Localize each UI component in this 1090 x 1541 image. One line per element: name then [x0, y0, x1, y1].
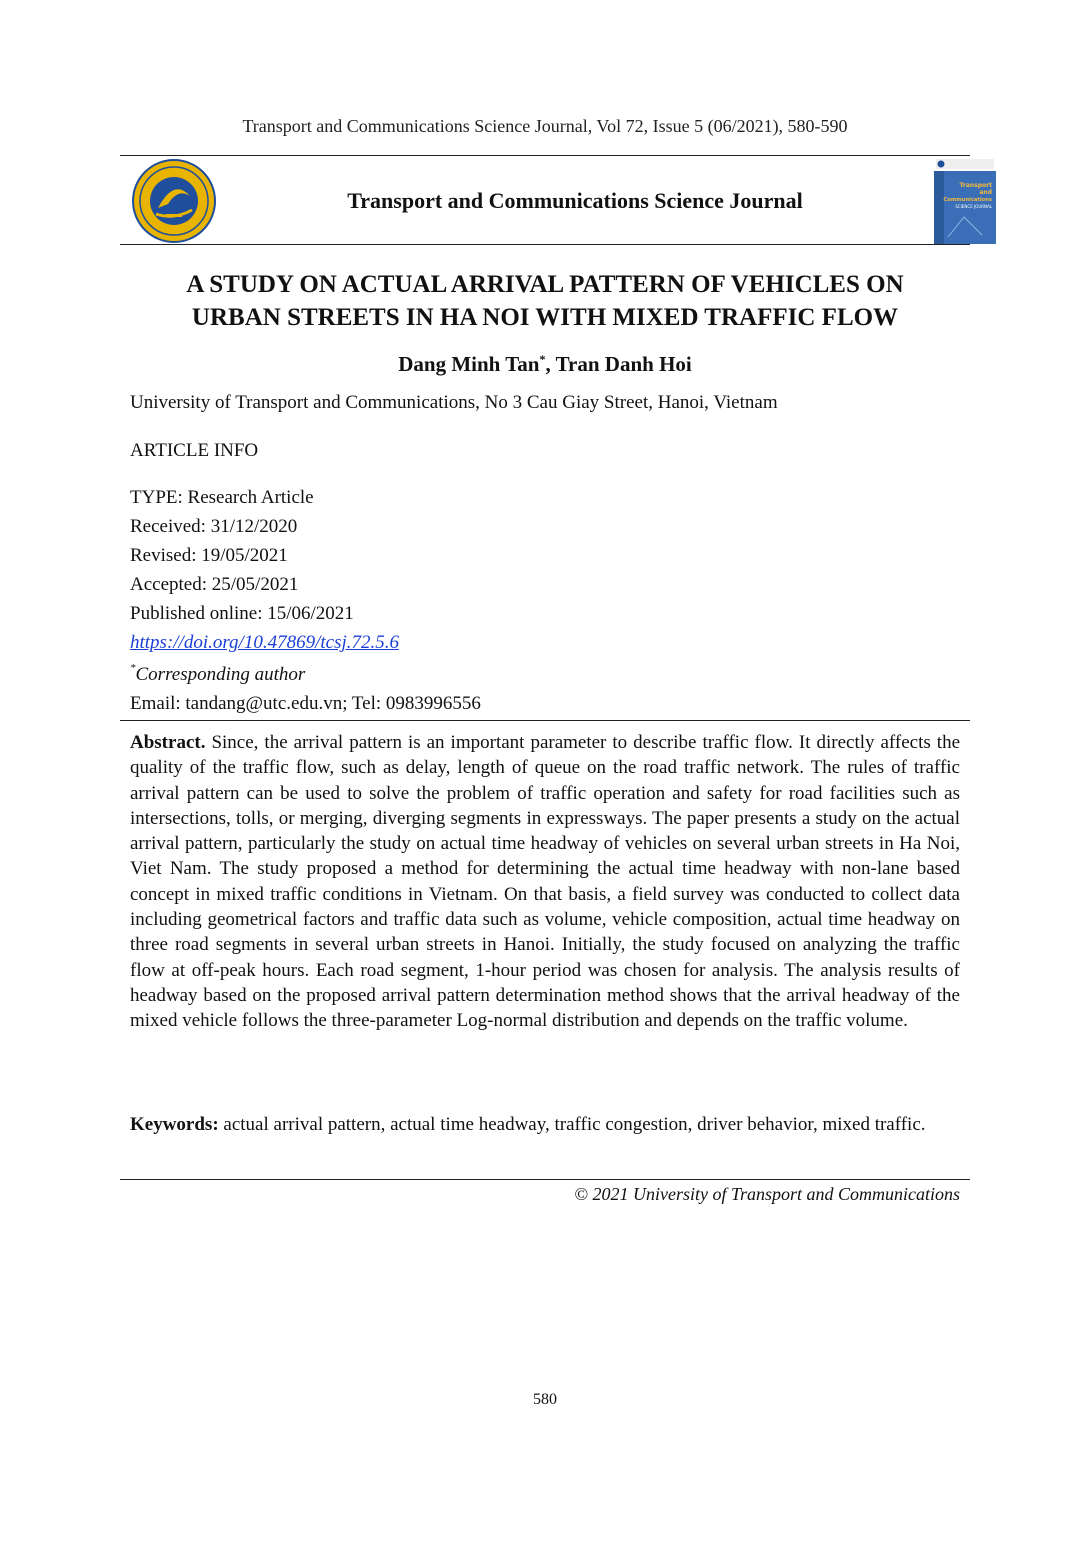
journal-title: Transport and Communications Science Journal: [347, 188, 803, 213]
corresponding-mark: *: [539, 352, 546, 366]
revised-date: Revised: 19/05/2021: [130, 545, 288, 566]
svg-text:and: and: [979, 189, 992, 196]
abstract-top-rule: [120, 720, 970, 721]
keywords-label: Keywords:: [130, 1114, 219, 1135]
article-info-heading: ARTICLE INFO: [130, 440, 259, 461]
svg-text:SCIENCE JOURNAL: SCIENCE JOURNAL: [955, 204, 992, 209]
accepted-date: Accepted: 25/05/2021: [130, 574, 299, 595]
abstract-text: Since, the arrival pattern is an important parameter to describe traffic flow. It directly affects the quality of the traffic flow, such as delay, length of queue on the road traffic network. The rules of traffic arrival pattern can be used to solve the problem of traffic operation and safety for road facilities such as intersections, tolls, or merging, diverging segments in expressways. The paper presents a study on the actual arrival pattern, particularly the study on actual time headway of vehicles on several urban streets in Ha Noi, Viet Nam. The study proposed a method for determining the actual time headway with non-lane based concept in mixed traffic conditions in Vietnam. On that basis, a field survey was conducted to collect data including geometrical factors and traffic data such as volume, vehicle composition, actual time headway on three road segments in several urban streets in Hanoi. Initially, the study focused on analyzing the traffic flow at off-peak hours. Each road segment, 1-hour period was chosen for analysis. The analysis results of headway based on the proposed arrival pattern determination method shows that the arrival headway of the mixed vehicle follows the three-parameter Log-normal distribution and depends on the traffic volume.: [130, 732, 960, 1032]
author-separator: ,: [545, 352, 556, 376]
copyright: © 2021 University of Transport and Communications: [574, 1184, 960, 1204]
svg-text:Transport: Transport: [959, 182, 992, 189]
contact-info: Email: tandang@utc.edu.vn; Tel: 0983996556: [130, 693, 481, 714]
running-head: Transport and Communications Science Journal, Vol 72, Issue 5 (06/2021), 580-590: [242, 116, 848, 136]
article-type: TYPE: Research Article: [130, 487, 314, 508]
corresponding-note-mark: *: [130, 662, 136, 674]
abstract: [130, 730, 960, 1034]
header-bottom-rule: [120, 244, 970, 245]
paper-title-line-1: A STUDY ON ACTUAL ARRIVAL PATTERN OF VEHICLES ON: [186, 271, 904, 298]
university-logo: [128, 158, 220, 244]
corresponding-author-note: [130, 664, 305, 686]
abstract-label: Abstract.: [130, 732, 206, 753]
doi-link[interactable]: https://doi.org/10.47869/tcsj.72.5.6: [130, 632, 399, 653]
corresponding-note-text: Corresponding author: [135, 664, 306, 685]
received-date: Received: 31/12/2020: [130, 516, 298, 537]
published-date: Published online: 15/06/2021: [130, 603, 354, 624]
page-number: 580: [533, 1391, 557, 1408]
paper-title: [120, 268, 970, 334]
keywords: [130, 1112, 960, 1137]
keywords-text: actual arrival pattern, actual time headway, traffic congestion, driver behavior, mixed traffic.: [223, 1114, 926, 1135]
affiliation: University of Transport and Communications, No 3 Cau Giay Street, Hanoi, Vietnam: [130, 392, 778, 413]
header-top-rule: [120, 155, 970, 156]
authors: [0, 352, 1090, 377]
copyright-rule: [120, 1179, 970, 1180]
paper-title-line-2: URBAN STREETS IN HA NOI WITH MIXED TRAFFIC FLOW: [191, 304, 899, 331]
svg-text:Communications: Communications: [943, 197, 992, 203]
author-2: Tran Danh Hoi: [555, 352, 692, 376]
author-1: Dang Minh Tan: [398, 352, 540, 376]
journal-cover-thumbnail: [934, 157, 996, 244]
